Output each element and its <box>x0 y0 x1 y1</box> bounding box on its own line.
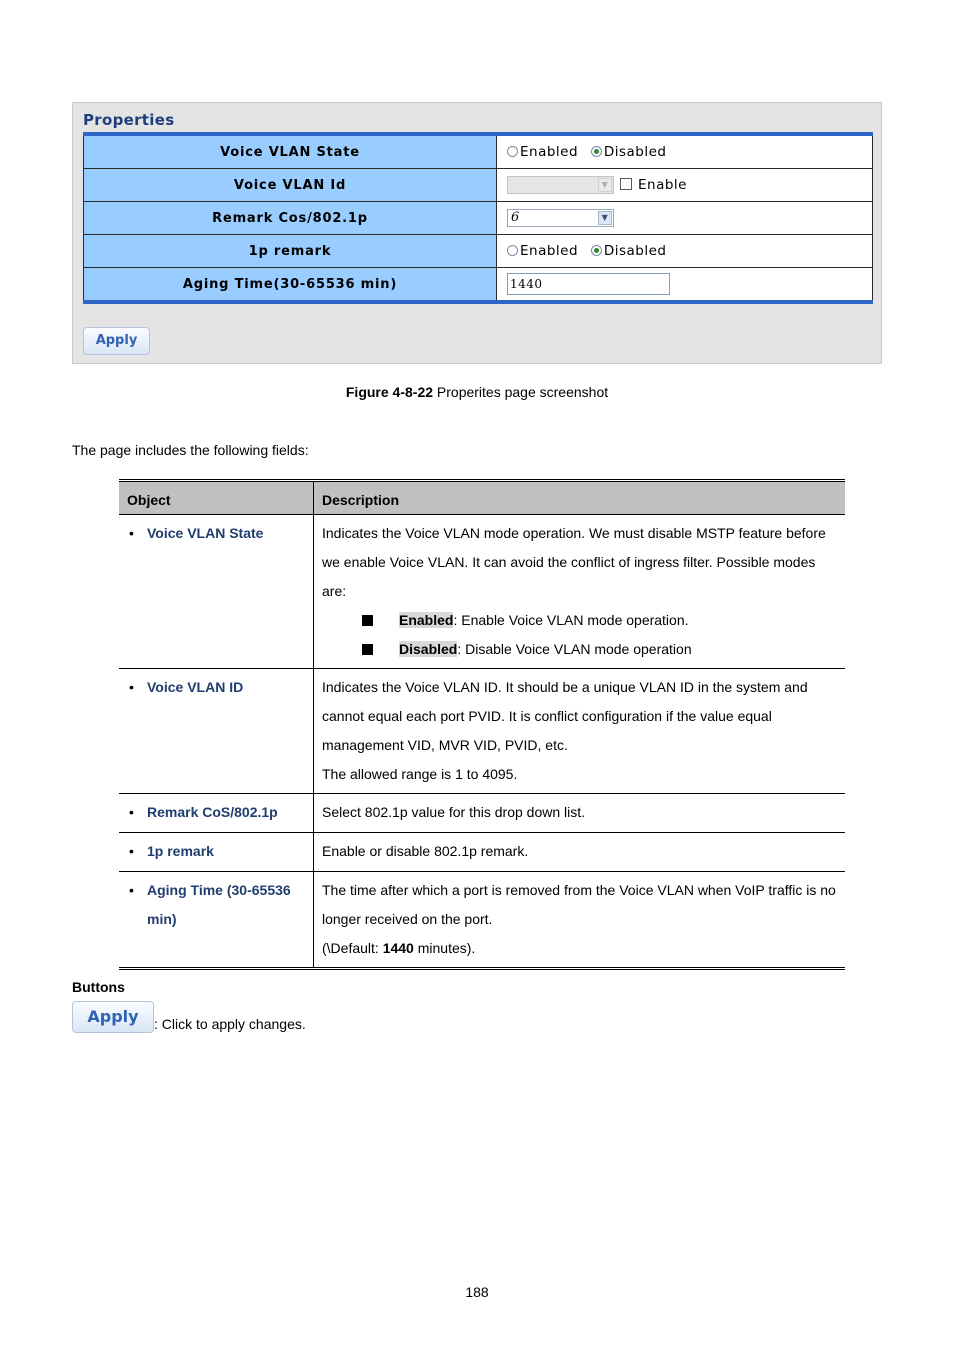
header-description: Description <box>314 481 846 515</box>
select-value: 6 <box>511 210 520 225</box>
bullet-icon: • <box>129 525 134 541</box>
radio-disabled[interactable] <box>591 146 602 157</box>
page-number: 188 <box>465 1284 489 1300</box>
properties-table <box>83 132 873 304</box>
table-row <box>119 515 845 669</box>
object-name: Remark CoS/802.1p <box>147 804 278 820</box>
intro-text: The page includes the following fields: <box>72 442 309 458</box>
default-value: 1440 <box>382 940 414 956</box>
voice-vlan-id-select <box>507 176 614 194</box>
description: The time after which a port is removed from the Voice VLAN when VoIP traffic is no longer received on the port. <box>322 882 836 927</box>
chevron-down-icon: ▼ <box>598 178 612 192</box>
term-desc: : Disable Voice VLAN mode operation <box>457 641 692 657</box>
square-bullet-icon <box>362 615 373 626</box>
row-1p-remark <box>84 235 873 268</box>
figure-caption <box>0 384 954 400</box>
row-label: Aging Time(30-65536 min) <box>84 268 497 303</box>
properties-panel <box>72 102 882 364</box>
fields-table <box>119 479 845 970</box>
enable-checkbox[interactable] <box>620 178 632 190</box>
description-extra: The allowed range is 1 to 4095. <box>322 766 518 782</box>
term-desc: : Enable Voice VLAN mode operation. <box>453 612 689 628</box>
apply-text: : Click to apply changes. <box>154 1016 306 1032</box>
row-label: Voice VLAN State <box>84 134 497 169</box>
bullet-icon: • <box>129 679 134 695</box>
table-row <box>119 669 845 794</box>
table-header <box>119 481 845 515</box>
term: Enabled <box>399 612 454 628</box>
bullet-icon: • <box>129 882 134 898</box>
row-remark-cos <box>84 202 873 235</box>
description: Indicates the Voice VLAN mode operation. We must disable MSTP feature before we enable Voice VLAN. It can avoid the conflict of ingress filter. Possible modes are: <box>322 525 826 599</box>
description: Enable or disable 802.1p remark. <box>322 843 529 859</box>
radio-label: Enabled <box>520 243 579 259</box>
default-note: (\Default: 1440 minutes). <box>322 940 476 956</box>
object-name: Voice VLAN State <box>147 525 264 541</box>
panel-title: Properties <box>83 111 175 129</box>
apply-button[interactable]: Apply <box>83 327 150 355</box>
figure-text: Properites page screenshot <box>433 384 609 400</box>
row-aging-time <box>84 268 873 303</box>
description: Indicates the Voice VLAN ID. It should be a unique VLAN ID in the system and cannot equal each port PVID. It is conflict configuration if the value equal management VID, MVR VID, PVID, etc. <box>322 679 808 753</box>
header-object: Object <box>119 481 314 515</box>
remark-cos-select[interactable] <box>507 209 614 227</box>
buttons-heading: Buttons <box>72 979 125 995</box>
chevron-down-icon: ▼ <box>598 211 612 225</box>
term: Disabled <box>399 641 458 657</box>
radio-disabled[interactable] <box>591 245 602 256</box>
radio-label: Disabled <box>603 243 667 259</box>
bullet-icon: • <box>129 804 134 820</box>
table-row <box>119 833 845 872</box>
row-label: Remark Cos/802.1p <box>84 202 497 235</box>
figure-number: Figure 4-8-22 <box>345 384 434 400</box>
object-name: Aging Time (30-65536 min) <box>147 882 291 927</box>
row-label: Voice VLAN Id <box>84 169 497 202</box>
table-row <box>119 872 845 969</box>
apply-description <box>72 1001 306 1033</box>
aging-time-input[interactable]: 1440 <box>507 273 670 295</box>
bullet-icon: • <box>129 843 134 859</box>
apply-button-sample[interactable]: Apply <box>72 1001 154 1033</box>
list-item <box>322 635 837 664</box>
description: Select 802.1p value for this drop down list. <box>322 804 586 820</box>
square-bullet-icon <box>362 644 373 655</box>
radio-enabled[interactable] <box>507 245 518 256</box>
object-name: Voice VLAN ID <box>147 679 244 695</box>
list-item <box>322 606 837 635</box>
row-voice-vlan-state <box>84 134 873 169</box>
radio-label: Disabled <box>603 144 667 160</box>
radio-enabled[interactable] <box>507 146 518 157</box>
row-label: 1p remark <box>84 235 497 268</box>
row-voice-vlan-id <box>84 169 873 202</box>
checkbox-label: Enable <box>638 177 687 193</box>
object-name: 1p remark <box>147 843 214 859</box>
radio-label: Enabled <box>520 144 579 160</box>
table-row <box>119 794 845 833</box>
